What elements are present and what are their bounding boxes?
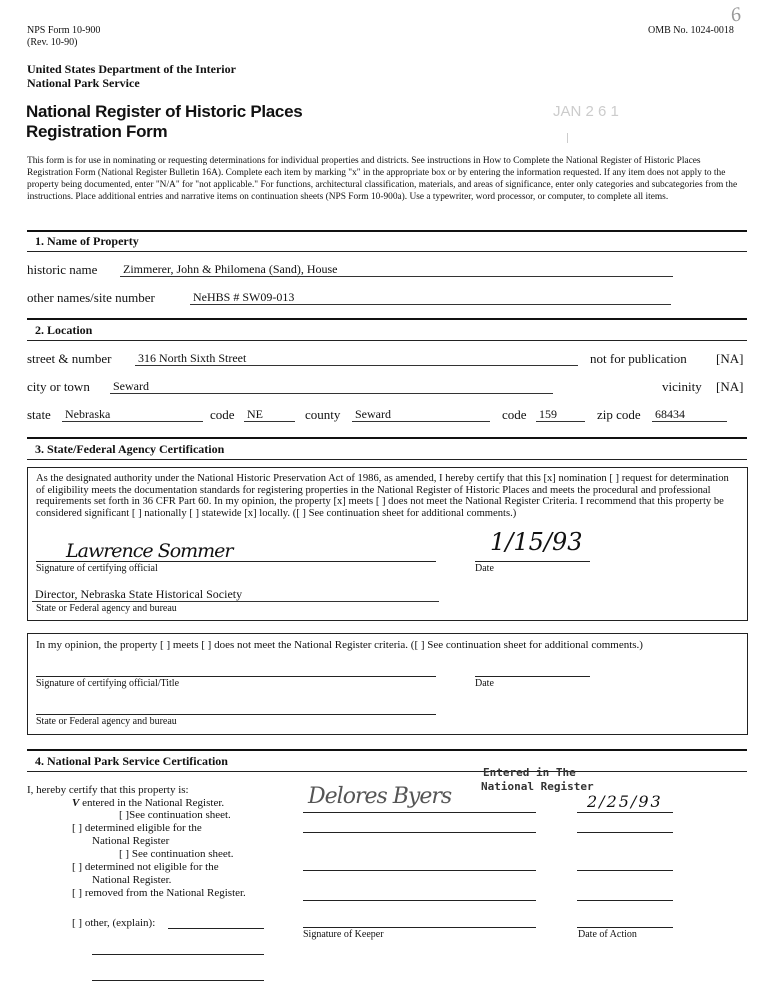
agency-field[interactable]: Director, Nebraska State Historical Society [32,587,439,602]
section2-subrule [27,340,747,341]
other-names-field[interactable]: NeHBS # SW09-013 [190,290,671,305]
determined-eligible-line2: National Register [92,835,170,847]
section2-rule [27,318,747,320]
entered-stamp-line1: Entered in The [483,766,576,779]
not-eligible-checkbox[interactable]: [ ] determined not eligible for the [72,861,219,873]
state-code-label: code [210,407,235,422]
state-label: state [27,407,51,422]
section3-rule [27,437,747,439]
county-label: county [305,407,341,422]
nps-intro: I, hereby certify that this property is: [27,784,189,796]
form-revision: (Rev. 10-90) [27,37,78,48]
determined-eligible-checkbox[interactable]: [ ] determined eligible for the [72,822,202,834]
date-line [475,561,590,562]
section4-subrule [27,771,747,772]
section4-rule [27,749,747,751]
action-date: 2/25/93 [587,792,663,811]
department-name: United States Department of the Interior [27,62,236,76]
vicinity-value[interactable]: [NA] [716,379,744,394]
state-certification-text: As the designated authority under the National Historic Preservation Act of 1986, as amended, I hereby certify that this [x] nomination [ ] request for determination of eligibility meets the documentation standards for registering properties in the National Register of Historic Places and meets the procedural and professional requirements set forth in 36 CFR Part 60. In my opinion, the property [x] meets [ ] does not meet the National Register Criteria. I recommend that this property be considered significant [ ] nationally [ ] statewide [x] locally. ([ ] See continuation sheet for additional comments.) [36,473,729,519]
street-field[interactable]: 316 North Sixth Street [135,351,578,366]
form-number: NPS Form 10-900 [27,25,101,36]
other-checkbox[interactable]: [ ] other, (explain): [72,917,156,929]
action-line3 [577,870,673,871]
other-explain-line1 [168,928,264,929]
keeper-line2 [303,832,536,833]
see-continuation-2[interactable]: [ ] See continuation sheet. [119,848,234,860]
state-code-field[interactable]: NE [244,407,295,422]
section1-rule [27,230,747,232]
entered-checkbox[interactable] [72,797,224,809]
keeper-signature: Delores Byers [308,784,452,809]
other-explain-line2 [92,954,264,955]
removed-checkbox[interactable]: [ ] removed from the National Register. [72,887,246,899]
action-label: Date of Action [578,929,637,940]
see-continuation-1[interactable]: [ ]See continuation sheet. [119,809,231,821]
section3-subrule [27,459,747,460]
opinion-text: In my opinion, the property [ ] meets [ ] does not meet the National Register criteria. ([ ] See continuation sheet for additional comments.) [36,639,643,651]
other-names-label: other names/site number [27,290,155,305]
stamp-mark [567,133,568,143]
form-subtitle: Registration Form [26,122,168,141]
entered-check-mark: V [72,797,80,809]
date-label: Date [475,563,494,574]
vicinity-label: vicinity [662,379,702,394]
received-stamp: JAN 2 6 1 [553,103,619,120]
section1-heading: 1. Name of Property [35,234,139,248]
date2-line [475,676,590,677]
agency-label: State or Federal agency and bureau [36,603,177,614]
form-title: National Register of Historic Places [26,102,303,121]
signature2-line [36,676,436,677]
agency2-label: State or Federal agency and bureau [36,716,177,727]
instructions-paragraph: This form is for use in nominating or requesting determinations for individual properties and districts. See instructions in How to Complete the National Register of Historic Places Registration Form (National Register Bulletin 16A). Complete each item by marking "x" in the appropriate box or by entering the information requested. If any item does not apply to the property being documented, enter "N/A" for "not applicable." For functions, architectural classification, materials, and areas of significance, enter only categories and subcategories from the instructions. Place additional entries and narrative items on continuation sheets (NPS Form 10-900a). Use a typewriter, word processor, or computer, to complete all items. [27,156,738,202]
section2-heading: 2. Location [35,323,93,337]
city-label: city or town [27,379,90,394]
keeper-label: Signature of Keeper [303,929,384,940]
entered-stamp-line2: National Register [481,780,594,793]
other-explain-line3 [92,980,264,981]
action-line2 [577,832,673,833]
county-code-field[interactable]: 159 [536,407,585,422]
action-line1 [577,812,673,813]
historic-name-label: historic name [27,262,98,277]
state-field[interactable]: Nebraska [62,407,203,422]
action-line5 [577,927,673,928]
service-name: National Park Service [27,76,140,90]
keeper-line5 [303,927,536,928]
historic-name-field[interactable]: Zimmerer, John & Philomena (Sand), House [120,262,673,277]
signature2-label: Signature of certifying official/Title [36,678,180,689]
corner-handwritten-mark: 6 [728,3,744,27]
street-label: street & number [27,351,112,366]
zip-label: zip code [597,407,641,422]
omb-number: OMB No. 1024-0018 [648,25,734,36]
keeper-line1 [303,812,536,813]
entered-label: entered in the National Register. [82,797,225,809]
zip-field[interactable]: 68434 [652,407,727,422]
not-eligible-line2: National Register. [92,874,172,886]
county-code-label: code [502,407,527,422]
signature-line [36,561,436,562]
signature-label: Signature of certifying official [36,563,158,574]
keeper-line3 [303,870,536,871]
certifying-official-signature: Lawrence Sommer [66,540,233,562]
not-for-publication-label: not for publication [590,351,687,366]
county-field[interactable]: Seward [352,407,490,422]
not-for-publication-value[interactable]: [NA] [716,351,744,366]
keeper-line4 [303,900,536,901]
action-line4 [577,900,673,901]
agency2-line [36,714,436,715]
section3-heading: 3. State/Federal Agency Certification [35,442,225,456]
section4-heading: 4. National Park Service Certification [35,754,228,768]
section1-subrule [27,251,747,252]
city-field[interactable]: Seward [110,379,553,394]
certification-date: 1/15/93 [490,528,583,556]
date2-label: Date [475,678,494,689]
